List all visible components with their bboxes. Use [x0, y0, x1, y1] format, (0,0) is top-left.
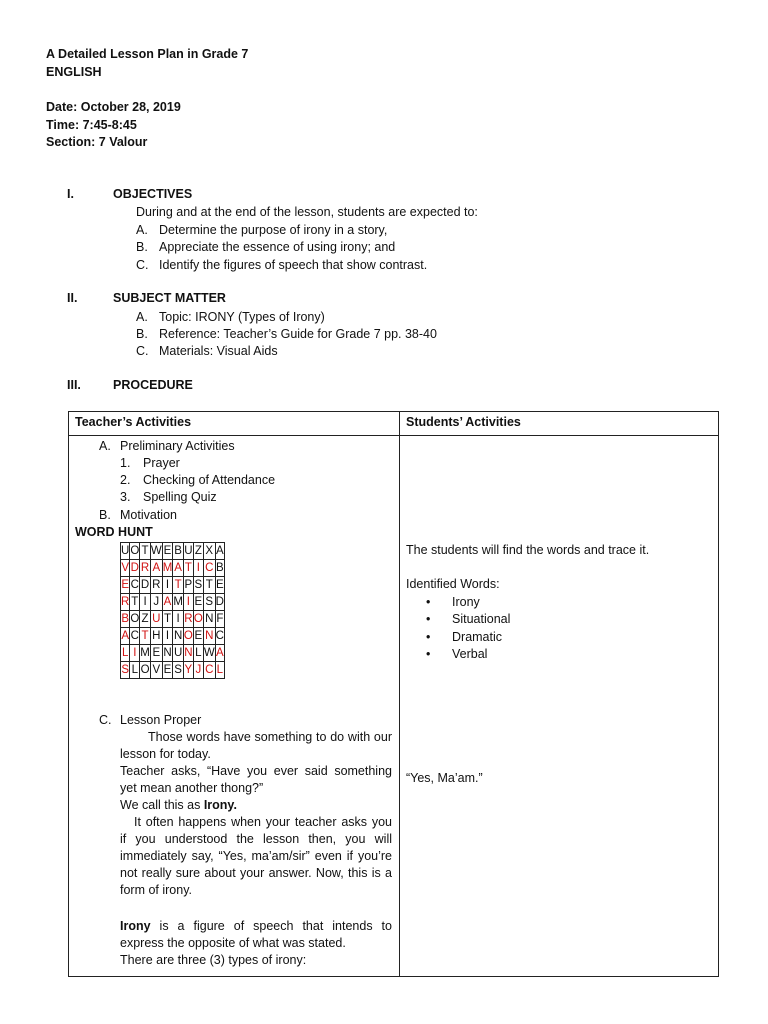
- word-hunt-cell: N: [162, 645, 173, 662]
- objective-letter: A.: [136, 223, 148, 237]
- word-hunt-cell: M: [173, 594, 184, 611]
- word-hunt-cell: E: [193, 628, 203, 645]
- word-hunt-cell: A: [173, 560, 184, 577]
- word-hunt-cell: L: [193, 645, 203, 662]
- word-hunt-cell: I: [140, 594, 151, 611]
- word-hunt-cell: V: [150, 662, 162, 679]
- identified-word: Verbal: [452, 647, 488, 661]
- lesson-paragraph-intro: Those words have something to do with our lesson for today.: [120, 730, 392, 761]
- motivation-title: Motivation: [120, 508, 177, 522]
- word-hunt-cell: R: [121, 594, 130, 611]
- word-hunt-cell: T: [173, 577, 184, 594]
- students-activities-header: Students’ Activities: [400, 412, 719, 436]
- word-hunt-cell: E: [150, 645, 162, 662]
- irony-definition-term: Irony: [120, 919, 151, 933]
- lesson-paragraph-example: It often happens when your teacher asks you if you understood the lesson then, you will immediately say, “Yes, ma’am/sir” even if you’re not really sure about your answer. Now, this is a form of irony.: [120, 815, 392, 897]
- word-hunt-cell: T: [130, 594, 140, 611]
- word-hunt-cell: U: [173, 645, 184, 662]
- subject-matter-item: [136, 309, 325, 326]
- identified-word-item: [422, 629, 502, 646]
- word-hunt-cell: I: [193, 560, 203, 577]
- word-hunt-cell: T: [140, 543, 151, 560]
- word-hunt-cell: I: [162, 577, 173, 594]
- word-hunt-cell: O: [130, 611, 140, 628]
- word-hunt-row: [121, 594, 225, 611]
- word-hunt-cell: Y: [183, 662, 193, 679]
- procedure-number: III.: [67, 378, 81, 392]
- objectives-heading: OBJECTIVES: [113, 187, 193, 201]
- word-hunt-cell: S: [121, 662, 130, 679]
- prelim-item-text: Spelling Quiz: [143, 490, 217, 504]
- word-hunt-cell: U: [150, 611, 162, 628]
- word-hunt-cell: J: [150, 594, 162, 611]
- word-hunt-cell: E: [121, 577, 130, 594]
- word-hunt-grid: [120, 542, 225, 679]
- subject-matter-number: II.: [67, 291, 78, 305]
- word-hunt-cell: A: [215, 645, 224, 662]
- lesson-paragraph-irony: [120, 797, 392, 814]
- word-hunt-cell: U: [183, 543, 193, 560]
- subject-matter-letter: A.: [136, 310, 148, 324]
- lesson-letter: C.: [99, 713, 112, 727]
- lesson-title: Lesson Proper: [120, 713, 202, 727]
- student-reply: “Yes, Ma’am.”: [406, 771, 483, 785]
- word-hunt-cell: E: [162, 662, 173, 679]
- word-hunt-cell: X: [203, 543, 215, 560]
- objective-text: Appreciate the essence of using irony; and: [159, 240, 396, 254]
- word-hunt-row: [121, 628, 225, 645]
- prelim-item-text: Prayer: [143, 456, 180, 470]
- word-hunt-cell: M: [162, 560, 173, 577]
- prelim-item-num: 3.: [120, 490, 131, 504]
- word-hunt-cell: C: [203, 560, 215, 577]
- word-hunt-cell: A: [121, 628, 130, 645]
- word-hunt-cell: B: [121, 611, 130, 628]
- identified-word-item: [422, 594, 480, 611]
- word-hunt-cell: T: [203, 577, 215, 594]
- prelim-item-num: 1.: [120, 456, 131, 470]
- identified-word: Irony: [452, 595, 480, 609]
- subject-matter-text: Reference: Teacher’s Guide for Grade 7 pp. 38-40: [159, 327, 437, 341]
- identified-words-title: Identified Words:: [406, 577, 500, 591]
- word-hunt-cell: W: [203, 645, 215, 662]
- prelim-letter: A.: [99, 439, 111, 453]
- bullet-icon: •: [426, 647, 431, 661]
- word-hunt-cell: T: [183, 560, 193, 577]
- word-hunt-cell: D: [140, 577, 151, 594]
- word-hunt-cell: A: [215, 543, 224, 560]
- word-hunt-cell: A: [150, 560, 162, 577]
- word-hunt-cell: D: [130, 560, 140, 577]
- word-hunt-cell: M: [140, 645, 151, 662]
- lesson-paragraph-definition: [120, 918, 392, 952]
- objective-text: Determine the purpose of irony in a story,: [159, 223, 388, 237]
- word-hunt-cell: Z: [193, 543, 203, 560]
- word-hunt-cell: F: [215, 611, 224, 628]
- word-hunt-cell: J: [193, 662, 203, 679]
- subject-matter-item: [136, 326, 437, 343]
- document-subject: ENGLISH: [46, 65, 102, 79]
- identified-word: Situational: [452, 612, 511, 626]
- students-activities-cell: [400, 436, 719, 977]
- objective-letter: C.: [136, 258, 149, 272]
- word-hunt-cell: O: [130, 543, 140, 560]
- prelim-title: Preliminary Activities: [120, 439, 235, 453]
- date-line: Date: October 28, 2019: [46, 100, 181, 114]
- student-find-instruction: The students will find the words and trace it.: [406, 543, 650, 557]
- motivation-letter: B.: [99, 508, 111, 522]
- subject-matter-item: [136, 343, 278, 360]
- prelim-item-num: 2.: [120, 473, 131, 487]
- section-line: Section: 7 Valour: [46, 135, 148, 149]
- word-hunt-cell: D: [215, 594, 224, 611]
- document-title: A Detailed Lesson Plan in Grade 7: [46, 47, 249, 61]
- word-hunt-cell: E: [162, 543, 173, 560]
- bullet-icon: •: [426, 612, 431, 626]
- identified-word: Dramatic: [452, 630, 503, 644]
- word-hunt-cell: O: [140, 662, 151, 679]
- bullet-icon: •: [426, 595, 431, 609]
- subject-matter-letter: B.: [136, 327, 148, 341]
- word-hunt-cell: H: [150, 628, 162, 645]
- word-hunt-cell: O: [183, 628, 193, 645]
- objective-item: [136, 257, 427, 274]
- word-hunt-cell: Z: [140, 611, 151, 628]
- subject-matter-text: Topic: IRONY (Types of Irony): [159, 310, 325, 324]
- word-hunt-cell: P: [183, 577, 193, 594]
- objective-text: Identify the figures of speech that show contrast.: [159, 258, 428, 272]
- word-hunt-cell: A: [162, 594, 173, 611]
- word-hunt-row: [121, 662, 225, 679]
- objective-item: [136, 222, 387, 239]
- word-hunt-row: [121, 560, 225, 577]
- word-hunt-cell: N: [203, 611, 215, 628]
- bullet-icon: •: [426, 630, 431, 644]
- word-hunt-cell: S: [193, 577, 203, 594]
- word-hunt-cell: V: [121, 560, 130, 577]
- word-hunt-cell: I: [130, 645, 140, 662]
- word-hunt-row: [121, 645, 225, 662]
- objective-item: [136, 239, 395, 256]
- identified-word-item: [422, 611, 510, 628]
- prelim-item-text: Checking of Attendance: [143, 473, 276, 487]
- word-hunt-cell: L: [215, 662, 224, 679]
- word-hunt-cell: T: [140, 628, 151, 645]
- word-hunt-cell: T: [162, 611, 173, 628]
- objective-letter: B.: [136, 240, 148, 254]
- word-hunt-cell: W: [150, 543, 162, 560]
- subject-matter-heading: SUBJECT MATTER: [113, 291, 226, 305]
- word-hunt-cell: N: [203, 628, 215, 645]
- objectives-number: I.: [67, 187, 74, 201]
- teacher-activities-header: Teacher’s Activities: [69, 412, 400, 436]
- procedure-table: [68, 411, 719, 977]
- word-hunt-cell: B: [215, 560, 224, 577]
- objectives-intro: During and at the end of the lesson, students are expected to:: [136, 205, 478, 219]
- word-hunt-cell: E: [215, 577, 224, 594]
- word-hunt-cell: R: [150, 577, 162, 594]
- subject-matter-text: Materials: Visual Aids: [159, 344, 278, 358]
- lesson-paragraph-types: There are three (3) types of irony:: [120, 953, 307, 967]
- irony-term: Irony.: [203, 798, 237, 812]
- lesson-paragraph-question: Teacher asks, “Have you ever said something yet mean another thong?”: [120, 764, 392, 795]
- word-hunt-cell: R: [183, 611, 193, 628]
- word-hunt-cell: C: [203, 662, 215, 679]
- teacher-activities-cell: [69, 436, 400, 977]
- word-hunt-cell: R: [140, 560, 151, 577]
- word-hunt-cell: O: [193, 611, 203, 628]
- irony-definition-text: is a figure of speech that intends to express the opposite of what was stated.: [120, 919, 392, 950]
- word-hunt-cell: C: [215, 628, 224, 645]
- word-hunt-cell: L: [121, 645, 130, 662]
- word-hunt-row: [121, 577, 225, 594]
- word-hunt-cell: U: [121, 543, 130, 560]
- word-hunt-cell: C: [130, 577, 140, 594]
- word-hunt-cell: I: [162, 628, 173, 645]
- word-hunt-cell: I: [183, 594, 193, 611]
- word-hunt-cell: I: [173, 611, 184, 628]
- subject-matter-letter: C.: [136, 344, 149, 358]
- word-hunt-row: [121, 611, 225, 628]
- word-hunt-cell: N: [183, 645, 193, 662]
- word-hunt-cell: N: [173, 628, 184, 645]
- procedure-heading: PROCEDURE: [113, 378, 193, 392]
- word-hunt-cell: L: [130, 662, 140, 679]
- word-hunt-cell: S: [203, 594, 215, 611]
- word-hunt-title: WORD HUNT: [75, 525, 153, 539]
- word-hunt-cell: C: [130, 628, 140, 645]
- word-hunt-cell: B: [173, 543, 184, 560]
- identified-word-item: [422, 646, 487, 663]
- word-hunt-row: [121, 543, 225, 560]
- word-hunt-cell: E: [193, 594, 203, 611]
- irony-intro-text: We call this as: [120, 798, 204, 812]
- time-line: Time: 7:45-8:45: [46, 118, 137, 132]
- word-hunt-cell: S: [173, 662, 184, 679]
